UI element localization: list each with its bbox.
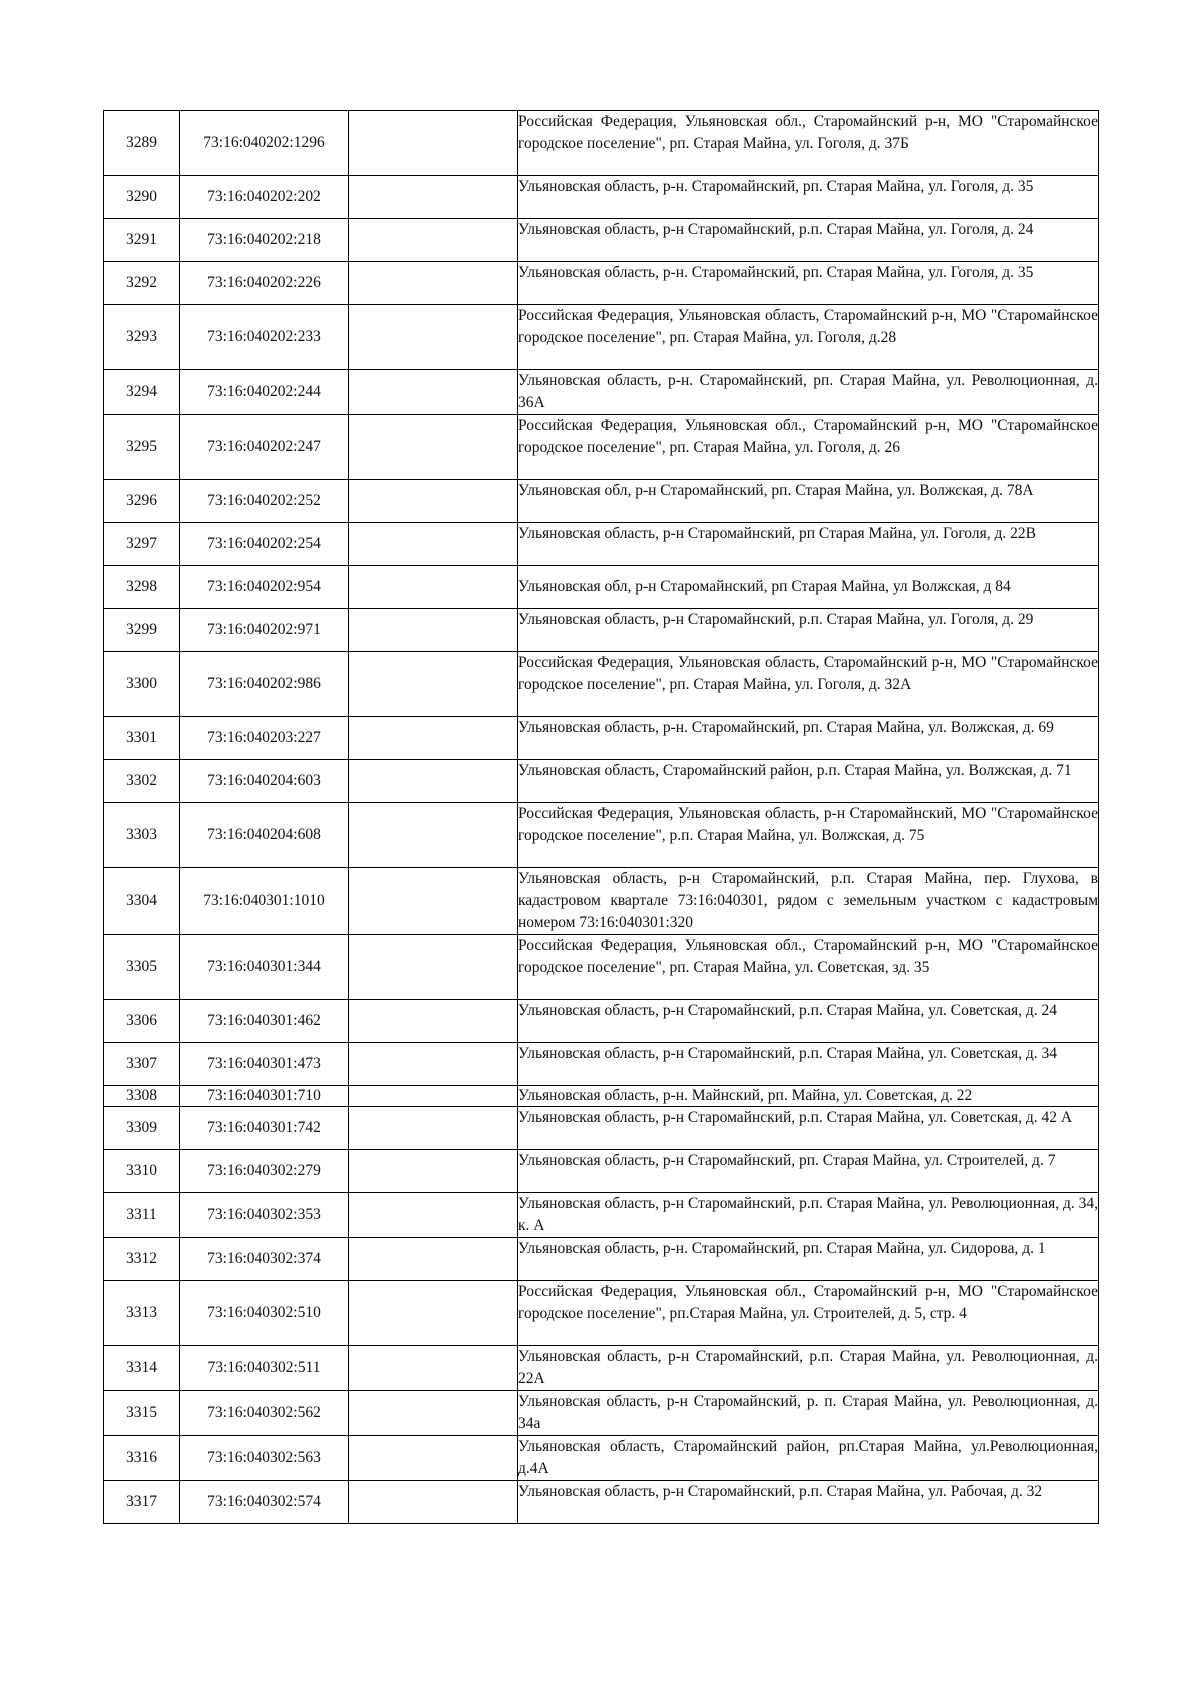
row-number: 3302: [104, 760, 180, 803]
row-number: 3300: [104, 652, 180, 717]
address: Ульяновская область, р-н Старомайнский, р.п. Старая Майна, ул. Революционная, д. 34, к. А: [518, 1193, 1099, 1238]
address: Ульяновская область, р-н Старомайнский, р.п. Старая Майна, ул. Рабочая, д. 32: [518, 1481, 1099, 1524]
address: Ульяновская область, р-н Старомайнский, р.п. Старая Майна, ул. Советская, д. 24: [518, 1000, 1099, 1043]
cadastral-number: 73:16:040302:510: [180, 1281, 349, 1346]
empty-cell: [349, 760, 518, 803]
address: Ульяновская область, р-н. Старомайнский, рп. Старая Майна, ул. Революционная, д. 36А: [518, 370, 1099, 415]
address: Российская Федерация, Ульяновская область, Старомайнский р-н, МО "Старомайнское городское поселение", рп. Старая Майна, ул. Гоголя, д.28: [518, 305, 1099, 370]
address: Ульяновская область, р-н. Майнский, рп. Майна, ул. Советская, д. 22: [518, 1086, 1099, 1107]
table-row: [104, 935, 1099, 1000]
table-row: [104, 717, 1099, 760]
cadastral-number: 73:16:040204:608: [180, 803, 349, 868]
table-row: [104, 803, 1099, 868]
row-number: 3306: [104, 1000, 180, 1043]
table-row: [104, 1000, 1099, 1043]
cadastral-number: 73:16:040204:603: [180, 760, 349, 803]
table-row: [104, 176, 1099, 219]
cadastral-number: 73:16:040202:247: [180, 415, 349, 480]
address: Российская Федерация, Ульяновская область, р-н Старомайнский, МО "Старомайнское городское поселение", р.п. Старая Майна, ул. Волжская, д. 75: [518, 803, 1099, 868]
table-row: [104, 1043, 1099, 1086]
table-row: [104, 609, 1099, 652]
empty-cell: [349, 935, 518, 1000]
address: Ульяновская область, р-н Старомайнский, р. п. Старая Майна, ул. Революционная, д. 34а: [518, 1391, 1099, 1436]
cadastral-number: 73:16:040301:1010: [180, 868, 349, 935]
table-row: [104, 652, 1099, 717]
empty-cell: [349, 1107, 518, 1150]
cadastral-number: 73:16:040202:202: [180, 176, 349, 219]
row-number: 3315: [104, 1391, 180, 1436]
address: Российская Федерация, Ульяновская обл., Старомайнский р-н, МО "Старомайнское городское поселение", рп. Старая Майна, ул. Советская, зд. 35: [518, 935, 1099, 1000]
cadastral-number: 73:16:040202:254: [180, 523, 349, 566]
empty-cell: [349, 1043, 518, 1086]
empty-cell: [349, 305, 518, 370]
empty-cell: [349, 609, 518, 652]
address: Ульяновская область, р-н. Старомайнский, рп. Старая Майна, ул. Гоголя, д. 35: [518, 176, 1099, 219]
table-row: [104, 262, 1099, 305]
empty-cell: [349, 1150, 518, 1193]
row-number: 3292: [104, 262, 180, 305]
empty-cell: [349, 111, 518, 176]
table-row: [104, 1436, 1099, 1481]
row-number: 3291: [104, 219, 180, 262]
address: Ульяновская область, Старомайнский район, р.п. Старая Майна, ул. Волжская, д. 71: [518, 760, 1099, 803]
table-row: [104, 868, 1099, 935]
cadastral-number: 73:16:040202:252: [180, 480, 349, 523]
cadastral-number: 73:16:040301:742: [180, 1107, 349, 1150]
cadastral-number: 73:16:040302:374: [180, 1238, 349, 1281]
cadastral-number: 73:16:040301:462: [180, 1000, 349, 1043]
cadastral-number: 73:16:040202:954: [180, 566, 349, 609]
row-number: 3305: [104, 935, 180, 1000]
table-row: [104, 370, 1099, 415]
address: Ульяновская область, р-н Старомайнский, рп. Старая Майна, ул. Строителей, д. 7: [518, 1150, 1099, 1193]
empty-cell: [349, 803, 518, 868]
row-number: 3304: [104, 868, 180, 935]
table-row: [104, 480, 1099, 523]
cadastral-number: 73:16:040202:244: [180, 370, 349, 415]
cadastral-number: 73:16:040202:1296: [180, 111, 349, 176]
empty-cell: [349, 415, 518, 480]
address: Российская Федерация, Ульяновская обл., Старомайнский р-н, МО "Старомайнское городское поселение", рп. Старая Майна, ул. Гоголя, д. 26: [518, 415, 1099, 480]
table-row: [104, 1281, 1099, 1346]
table-row: [104, 566, 1099, 609]
cadastral-number: 73:16:040302:279: [180, 1150, 349, 1193]
row-number: 3296: [104, 480, 180, 523]
address: Ульяновская область, р-н Старомайнский, р.п. Старая Майна, пер. Глухова, в кадастровом квартале 73:16:040301, рядом с земельным участком с кадастровым номером 73:16:040301:320: [518, 868, 1099, 935]
empty-cell: [349, 1346, 518, 1391]
address: Ульяновская область, р-н Старомайнский, рп Старая Майна, ул. Гоголя, д. 22В: [518, 523, 1099, 566]
row-number: 3299: [104, 609, 180, 652]
address: Ульяновская область, р-н Старомайнский, р.п. Старая Майна, ул. Советская, д. 42 А: [518, 1107, 1099, 1150]
address: Ульяновская область, р-н. Старомайнский, рп. Старая Майна, ул. Гоголя, д. 35: [518, 262, 1099, 305]
empty-cell: [349, 1481, 518, 1524]
empty-cell: [349, 370, 518, 415]
row-number: 3307: [104, 1043, 180, 1086]
row-number: 3309: [104, 1107, 180, 1150]
table-row: [104, 305, 1099, 370]
cadastral-number: 73:16:040302:353: [180, 1193, 349, 1238]
table-row: [104, 760, 1099, 803]
address: Ульяновская обл, р-н Старомайнский, рп Старая Майна, ул Волжская, д 84: [518, 566, 1099, 609]
table-row: [104, 1086, 1099, 1107]
table-row: [104, 111, 1099, 176]
empty-cell: [349, 652, 518, 717]
row-number: 3308: [104, 1086, 180, 1107]
table-row: [104, 1346, 1099, 1391]
cadastral-number: 73:16:040202:971: [180, 609, 349, 652]
row-number: 3317: [104, 1481, 180, 1524]
empty-cell: [349, 868, 518, 935]
cadastral-number: 73:16:040301:473: [180, 1043, 349, 1086]
empty-cell: [349, 566, 518, 609]
address: Ульяновская обл, р-н Старомайнский, рп. Старая Майна, ул. Волжская, д. 78А: [518, 480, 1099, 523]
empty-cell: [349, 717, 518, 760]
empty-cell: [349, 1086, 518, 1107]
cadastral-number: 73:16:040202:226: [180, 262, 349, 305]
row-number: 3301: [104, 717, 180, 760]
cadastral-number: 73:16:040302:563: [180, 1436, 349, 1481]
empty-cell: [349, 1193, 518, 1238]
cadastral-number: 73:16:040202:986: [180, 652, 349, 717]
table-row: [104, 1150, 1099, 1193]
row-number: 3297: [104, 523, 180, 566]
row-number: 3298: [104, 566, 180, 609]
table-row: [104, 219, 1099, 262]
empty-cell: [349, 176, 518, 219]
empty-cell: [349, 480, 518, 523]
empty-cell: [349, 1281, 518, 1346]
cadastral-number: 73:16:040302:511: [180, 1346, 349, 1391]
row-number: 3316: [104, 1436, 180, 1481]
address: Российская Федерация, Ульяновская обл., Старомайнский р-н, МО "Старомайнское городское поселение", рп.Старая Майна, ул. Строителей, д. 5, стр. 4: [518, 1281, 1099, 1346]
table-row: [104, 1391, 1099, 1436]
empty-cell: [349, 1391, 518, 1436]
empty-cell: [349, 1238, 518, 1281]
empty-cell: [349, 1436, 518, 1481]
empty-cell: [349, 1000, 518, 1043]
empty-cell: [349, 262, 518, 305]
row-number: 3312: [104, 1238, 180, 1281]
row-number: 3311: [104, 1193, 180, 1238]
cadastral-number: 73:16:040302:562: [180, 1391, 349, 1436]
cadastral-number: 73:16:040302:574: [180, 1481, 349, 1524]
cadastral-number: 73:16:040203:227: [180, 717, 349, 760]
cadastral-number: 73:16:040202:233: [180, 305, 349, 370]
table-row: [104, 1193, 1099, 1238]
address: Ульяновская область, р-н. Старомайнский, рп. Старая Майна, ул. Волжская, д. 69: [518, 717, 1099, 760]
row-number: 3303: [104, 803, 180, 868]
cadastral-number: 73:16:040202:218: [180, 219, 349, 262]
address: Российская Федерация, Ульяновская обл., Старомайнский р-н, МО "Старомайнское городское поселение", рп. Старая Майна, ул. Гоголя, д. 37Б: [518, 111, 1099, 176]
table-row: [104, 1107, 1099, 1150]
row-number: 3314: [104, 1346, 180, 1391]
table-row: [104, 1238, 1099, 1281]
address: Ульяновская область, р-н Старомайнский, р.п. Старая Майна, ул. Гоголя, д. 24: [518, 219, 1099, 262]
address: Ульяновская область, р-н. Старомайнский, рп. Старая Майна, ул. Сидорова, д. 1: [518, 1238, 1099, 1281]
address: Ульяновская область, р-н Старомайнский, р.п. Старая Майна, ул. Советская, д. 34: [518, 1043, 1099, 1086]
row-number: 3310: [104, 1150, 180, 1193]
registry-table: [103, 110, 1099, 1524]
empty-cell: [349, 523, 518, 566]
cadastral-number: 73:16:040301:344: [180, 935, 349, 1000]
address: Ульяновская область, Старомайнский район, рп.Старая Майна, ул.Революционная, д.4А: [518, 1436, 1099, 1481]
address: Ульяновская область, р-н Старомайнский, р.п. Старая Майна, ул. Революционная, д. 22А: [518, 1346, 1099, 1391]
address: Российская Федерация, Ульяновская область, Старомайнский р-н, МО "Старомайнское городское поселение", рп. Старая Майна, ул. Гоголя, д. 32А: [518, 652, 1099, 717]
address: Ульяновская область, р-н Старомайнский, р.п. Старая Майна, ул. Гоголя, д. 29: [518, 609, 1099, 652]
row-number: 3295: [104, 415, 180, 480]
row-number: 3313: [104, 1281, 180, 1346]
row-number: 3294: [104, 370, 180, 415]
table-row: [104, 523, 1099, 566]
empty-cell: [349, 219, 518, 262]
row-number: 3289: [104, 111, 180, 176]
table-row: [104, 1481, 1099, 1524]
row-number: 3290: [104, 176, 180, 219]
row-number: 3293: [104, 305, 180, 370]
cadastral-number: 73:16:040301:710: [180, 1086, 349, 1107]
table-row: [104, 415, 1099, 480]
